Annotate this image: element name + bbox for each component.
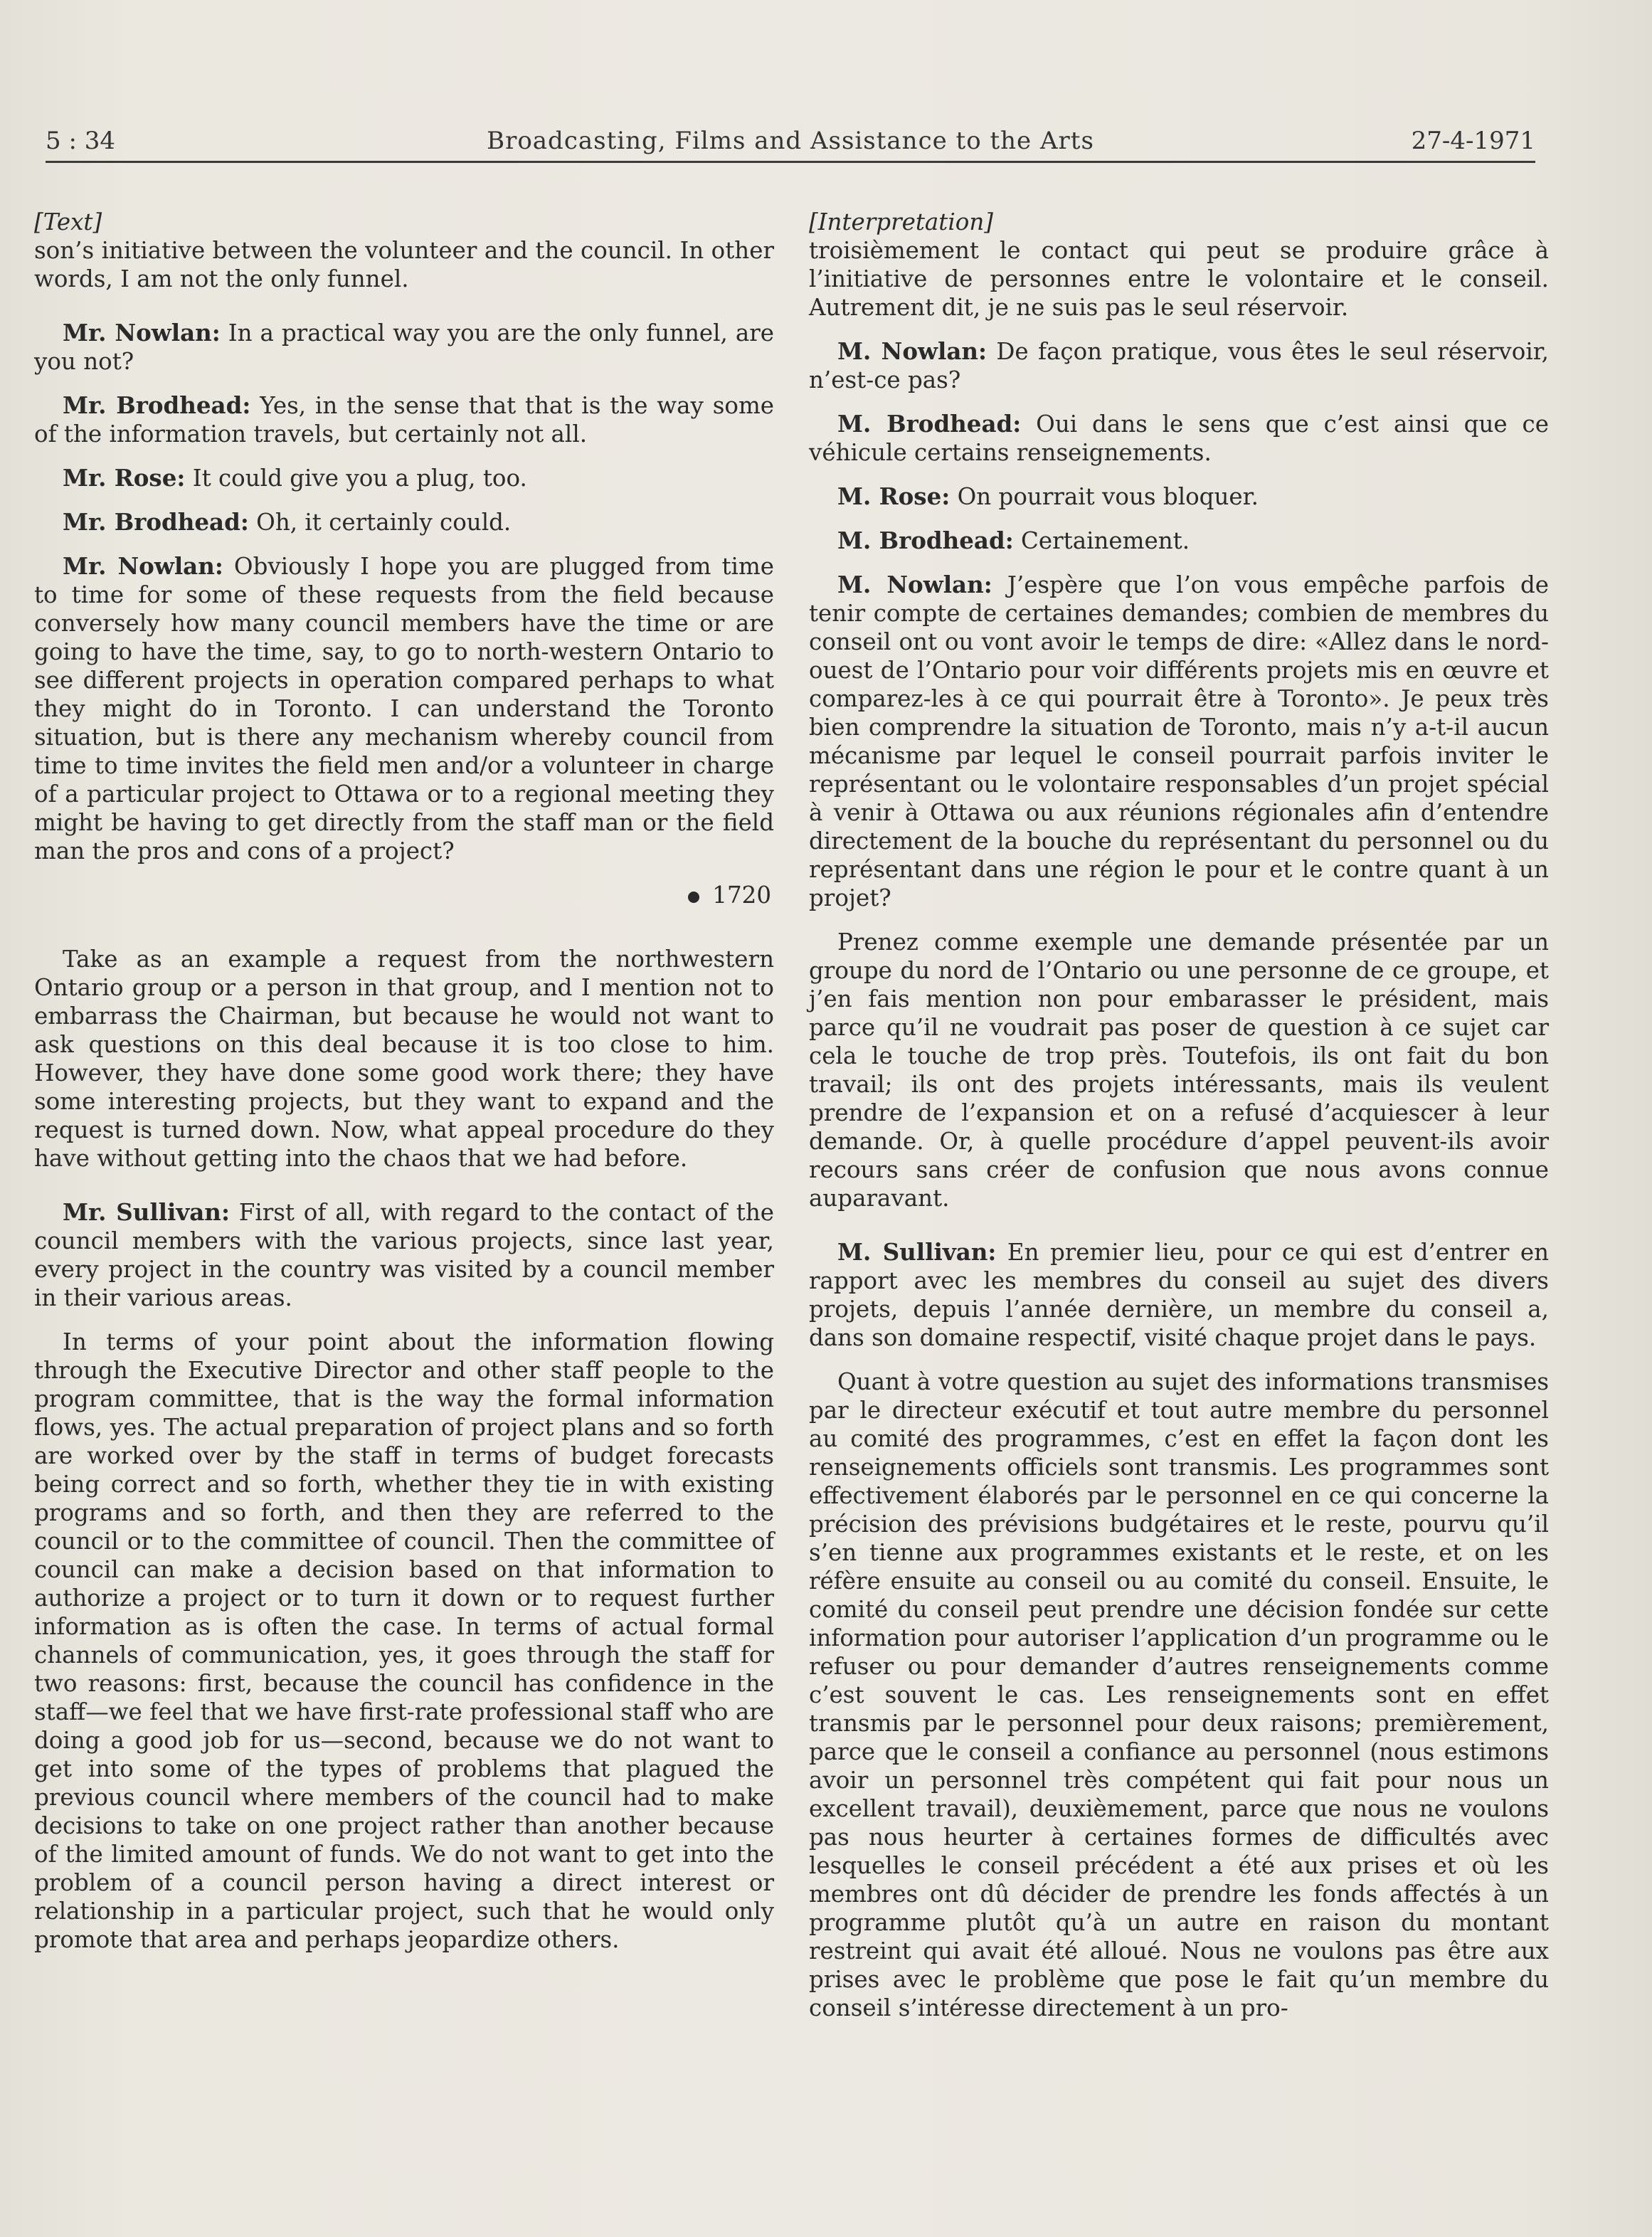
speaker-name: Mr. Brodhead:	[63, 391, 251, 419]
paragraph: troisièmement le contact qui peut se produire grâce à l’initiative de personnes entre le volontaire et le conseil. Autrement dit, je ne suis pas le seul réservoir.	[809, 237, 1549, 321]
column-label-text: Text	[43, 208, 93, 236]
paragraph: In terms of your point about the information flowing through the Executive Director and other staff people to the program committee, that is the way the formal information flows, yes. The actual preparation of project plans and so forth are worked over by the staff in terms of budget forecasts being correct and so forth, whether they tie in with existing programs and so forth, and then they are referred to the council or to the committee of council. Then the committee of council can make a decision based on that information to authorize a project or to turn it down or to request further information as is often the case. In terms of actual formal channels of communication, yes, it goes through the staff for two reasons: first, because the council has confidence in the staff—we feel that we have first-rate professional staff who are doing a good job for us—second, because we do not want to get into some of the types of problems that plagued the previous council where members of the council had to make decisions to take on one project rather than another because of the limited amount of funds. We do not want to get into the problem of a council person having a direct interest or relationship in a particular project, such that he would only promote that area and perhaps jeopardize others.	[34, 1328, 774, 1953]
speech	[34, 391, 774, 448]
speech	[34, 464, 774, 492]
speech-text: Oui dans le sens que c’est ainsi que ce véhicule certains renseignements.	[809, 411, 1549, 466]
speaker-name: M. Brodhead:	[837, 410, 1022, 438]
speech	[34, 508, 774, 536]
running-title: Broadcasting, Films and Assistance to the Arts	[487, 127, 1094, 155]
column-label: [Interpretation]	[809, 208, 993, 236]
speech-text: J’espère que l’on vous empêche parfois de tenir compte de certaines demandes; combien de membres du conseil ont ou vont avoir le temps de dire: «Allez dans le nord-ouest de l’Ontario pour voir différents projets mis en œuvre et comparez-les à ce qui pourrait être à Toronto». Je peux très bien comprendre la situation de Toronto, mais n’y a-t-il aucun mécanisme par lequel le conseil pourrait parfois inviter le représentant ou le volontaire responsables d’un projet spécial à venir à Ottawa ou aux réunions régionales afin d’entendre directement de la bouche du représentant du personnel ou du représentant dans une région le pour et le contre quant à un projet?	[809, 571, 1550, 911]
speech-text: Certainement.	[1021, 527, 1190, 554]
speech-text: Obviously I hope you are plugged from time to time for some of these requests from the field because conversely how many council members have the time or are going to have the time, say, to go to north-western Ontario to see different projects in operation compared perhaps to what they might do in Toronto. I can understand the Toronto situation, but is there any mechanism whereby council from time to time invites the field men and/or a volunteer in charge of a particular project to Ottawa or to a regional meeting they might be having to get directly from the staff man or the field man the pros and cons of a project?	[34, 553, 775, 864]
speech-text: First of all, with regard to the contact of the council members with the various projects, since last year, every project in the country was visited by a council member in their various areas.	[34, 1199, 774, 1311]
speech	[34, 552, 774, 865]
speech-text: It could give you a plug, too.	[192, 465, 527, 492]
speaker-name: M. Rose:	[837, 482, 951, 510]
bullet-dot-icon	[688, 892, 699, 903]
speech	[809, 482, 1549, 511]
french-column	[809, 208, 1549, 2038]
speaker-name: Mr. Brodhead:	[63, 508, 249, 536]
speech-text: In a practical way you are the only funnel, are you not?	[34, 319, 774, 375]
header-date: 27-4-1971	[1411, 127, 1535, 155]
speaker-name: M. Brodhead:	[837, 527, 1014, 554]
paragraph: Prenez comme exemple une demande présentée par un groupe du nord de l’Ontario ou une personne de ce groupe, et j’en fais mention non pour embarasser le président, mais parce qu’il ne voudrait pas poser de question à ce sujet car cela le touche de trop près. Toutefois, ils ont fait du bon travail; ils ont des projets intéressants, mais ils veulent prendre de l’expansion et on a refusé d’acquiescer à leur demande. Or, à quelle procédure d’appel peuvent-ils avoir recours sans créer de confusion que nous avons connue auparavant.	[809, 929, 1549, 1212]
speech-text: On pourrait vous bloquer.	[957, 483, 1259, 510]
speech	[809, 571, 1549, 912]
speech	[809, 527, 1549, 555]
time-marker-text: 1720	[712, 882, 771, 909]
speaker-name: Mr. Sullivan:	[63, 1198, 230, 1226]
speaker-name: Mr. Nowlan:	[63, 319, 221, 347]
speech	[809, 410, 1549, 467]
speech	[809, 1238, 1549, 1352]
column-label-text: Interpretation	[817, 208, 985, 236]
speech	[34, 319, 774, 376]
paragraph: Quant à votre question au sujet des informations transmises par le directeur exécutif et tout autre membre du personnel au comité des programmes, c’est en effet la façon dont les renseignements officiels sont transmis. Les programmes sont effectivement élaborés par le personnel en ce qui concerne la précision des prévisions budgétaires et le reste, pourvu qu’il s’en tienne aux programmes existants et le reste, et on les réfère ensuite au conseil ou au comité du conseil. Ensuite, le comité du conseil peut prendre une décision fondée sur cette information pour autoriser l’application d’un programme ou le refuser ou pour demander d’autres renseignements comme c’est souvent le cas. Les renseignements sont en effet transmis par le personnel pour deux raisons; premièrement, parce que le conseil a confiance au personnel (nous estimons avoir un personnel très compétent qui fait pour nous un excellent travail), deuxièmement, parce que nous ne voulons pas nous heurter à certaines formes de difficultés avec lesquelles le conseil précédent a été aux prises et où les membres ont dû décider de prendre les fonds affectés à un programme plutôt qu’à un autre en raison du montant restreint qui avait été alloué. Nous ne voulons pas être aux prises avec le problème que pose le fait qu’un membre du conseil s’intéresse directement à un pro-	[809, 1368, 1549, 2021]
speech	[34, 1198, 774, 1312]
paragraph: Take as an example a request from the northwestern Ontario group or a person in that group, and I mention not to embarrass the Chairman, but because he would not want to ask questions on this deal because it is too close to him. However, they have done some good work there; they have some interesting projects, but they want to expand and the request is turned down. Now, what appeal procedure do they have without getting into the chaos that we had before.	[34, 946, 774, 1172]
speaker-name: M. Sullivan:	[837, 1238, 997, 1266]
page-number: 5 : 34	[46, 127, 115, 155]
speaker-name: Mr. Nowlan:	[63, 552, 223, 580]
english-column	[34, 208, 774, 1969]
speaker-name: M. Nowlan:	[837, 337, 988, 365]
speech-text: De façon pratique, vous êtes le seul réservoir, n’est-ce pas?	[809, 338, 1550, 393]
time-marker	[34, 881, 774, 909]
page-header	[46, 121, 1535, 163]
speech-text: En premier lieu, pour ce qui est d’entrer en rapport avec les membres du conseil au sujet des divers projets, depuis l’année dernière, un membre du conseil a, dans son domaine respectif, visité chaque projet dans le pays.	[809, 1239, 1549, 1351]
speech-text: Yes, in the sense that that is the way some of the information travels, but certainly not all.	[34, 392, 774, 448]
paragraph: son’s initiative between the volunteer and the council. In other words, I am not the only funnel.	[34, 237, 774, 292]
speech	[809, 337, 1549, 394]
column-label: [Text]	[34, 208, 102, 236]
speaker-name: M. Nowlan:	[837, 571, 992, 598]
speaker-name: Mr. Rose:	[63, 464, 186, 492]
speech-text: Oh, it certainly could.	[256, 509, 512, 536]
